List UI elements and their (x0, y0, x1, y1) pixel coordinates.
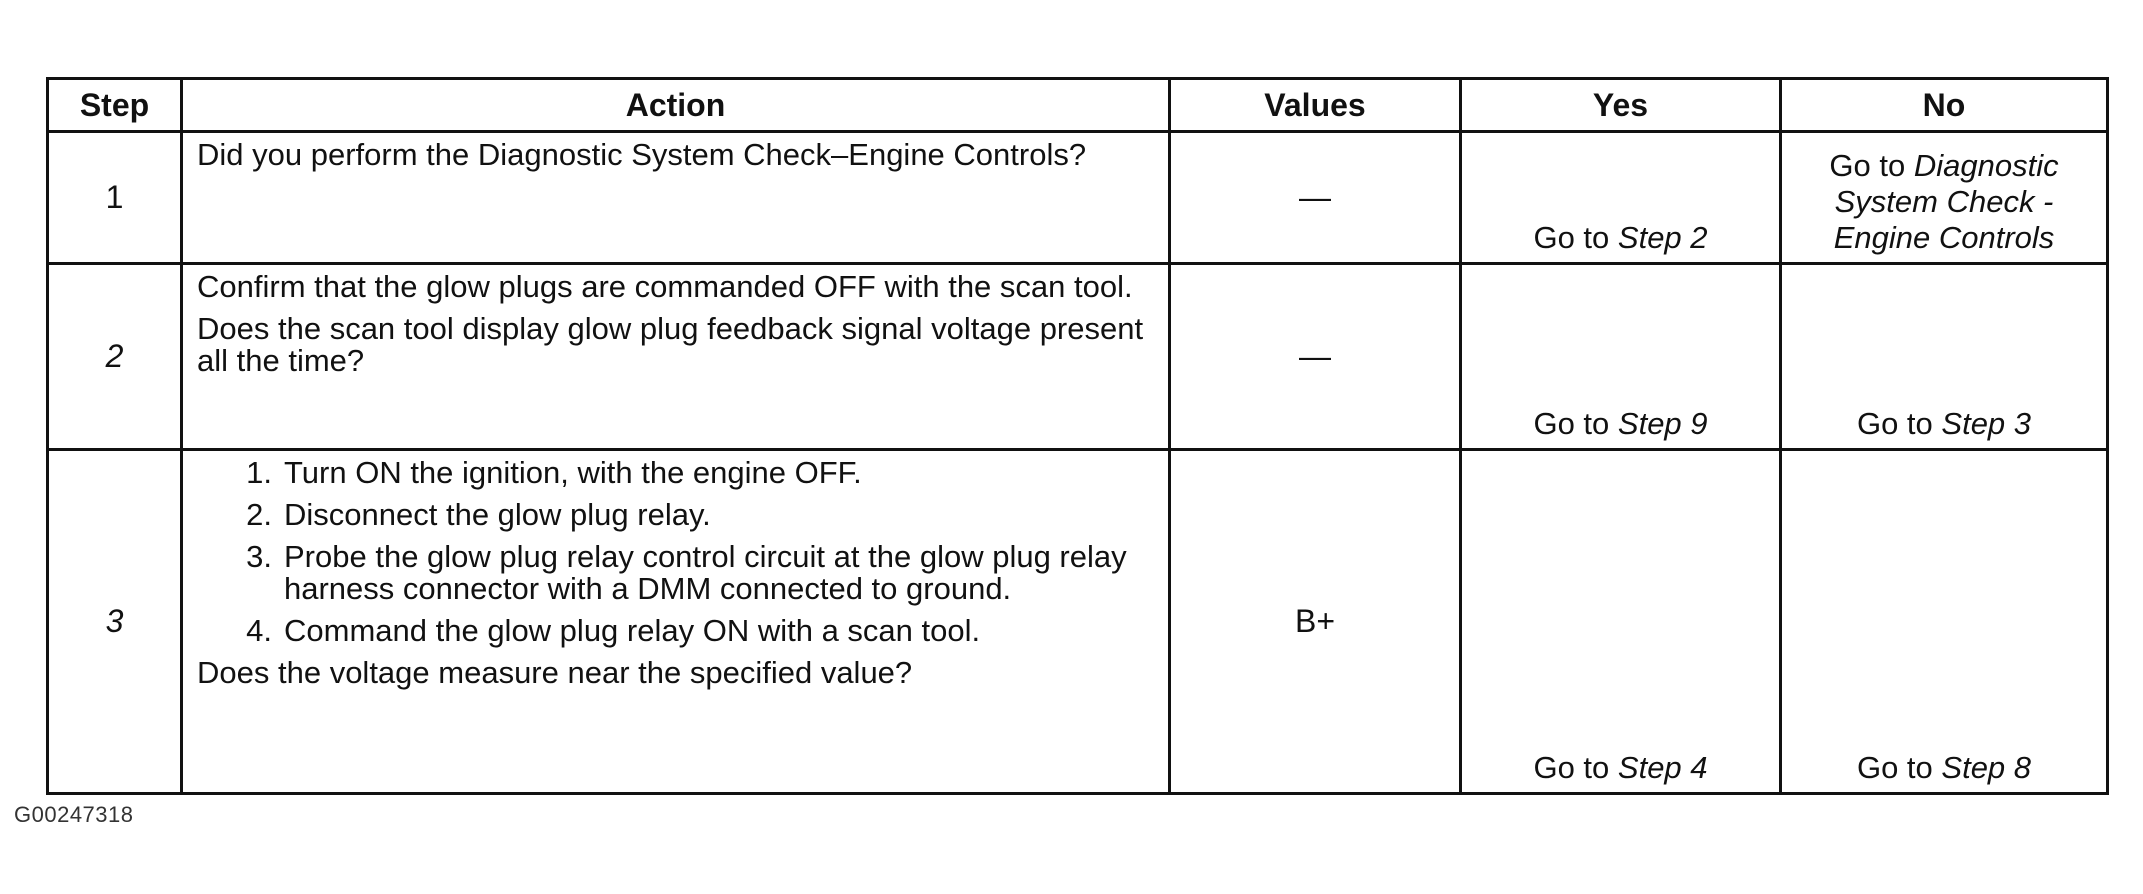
substep-number: 1. (246, 455, 272, 490)
header-step: Step (48, 79, 182, 132)
action-question: Does the voltage measure near the specified value? (197, 655, 913, 690)
substep-item (197, 541, 1154, 605)
substep-number: 3. (246, 539, 272, 574)
header-no: No (1781, 79, 2108, 132)
no-prefix: Go to (1829, 148, 1906, 183)
yes-target: Step 4 (1617, 750, 1708, 785)
values-cell: — (1170, 132, 1461, 264)
no-cell (1781, 264, 2108, 450)
no-cell (1781, 132, 2108, 264)
substep-number: 4. (246, 613, 272, 648)
substep-text: Turn ON the ignition, with the engine OFF. (284, 455, 862, 490)
no-prefix: Go to (1856, 406, 1933, 441)
substep-item (197, 615, 1154, 647)
table-header-row (48, 79, 2108, 132)
no-prefix: Go to (1856, 750, 1933, 785)
yes-prefix: Go to (1533, 406, 1610, 441)
step-number: 3 (48, 450, 182, 794)
action-cell (182, 264, 1170, 450)
yes-prefix: Go to (1533, 750, 1610, 785)
substep-text: Disconnect the glow plug relay. (284, 497, 711, 532)
yes-cell (1461, 450, 1781, 794)
no-target: Step 8 (1941, 750, 2032, 785)
table-row (48, 132, 2108, 264)
header-values: Values (1170, 79, 1461, 132)
no-target: Step 3 (1941, 406, 2032, 441)
substep-item (197, 499, 1154, 531)
no-target: Diagnostic System Check - Engine Controls (1833, 148, 2059, 255)
substep-text: Command the glow plug relay ON with a scan tool. (284, 613, 981, 648)
action-cell (182, 132, 1170, 264)
table-row (48, 450, 2108, 794)
yes-cell (1461, 132, 1781, 264)
yes-cell (1461, 264, 1781, 450)
step-number: 2 (48, 264, 182, 450)
table-row (48, 264, 2108, 450)
header-yes: Yes (1461, 79, 1781, 132)
step-number: 1 (48, 132, 182, 264)
yes-target: Step 9 (1617, 406, 1708, 441)
action-text: Confirm that the glow plugs are commanded OFF with the scan tool. (197, 269, 1133, 304)
substep-number: 2. (246, 497, 272, 532)
values-cell: — (1170, 264, 1461, 450)
header-action: Action (182, 79, 1170, 132)
yes-prefix: Go to (1533, 220, 1610, 255)
substep-item (197, 457, 1154, 489)
figure-code: G00247318 (14, 802, 134, 827)
substep-text: Probe the glow plug relay control circuit at the glow plug relay harness connector with a DMM connected to ground. (284, 539, 1127, 606)
action-cell (182, 450, 1170, 794)
action-text: Did you perform the Diagnostic System Check–Engine Controls? (197, 137, 1087, 172)
yes-target: Step 2 (1617, 220, 1708, 255)
action-question: Does the scan tool display glow plug feedback signal voltage present all the time? (197, 311, 1144, 378)
values-cell: B+ (1170, 450, 1461, 794)
no-cell (1781, 450, 2108, 794)
substep-list (197, 457, 1154, 647)
diagnostic-table (46, 77, 2109, 795)
